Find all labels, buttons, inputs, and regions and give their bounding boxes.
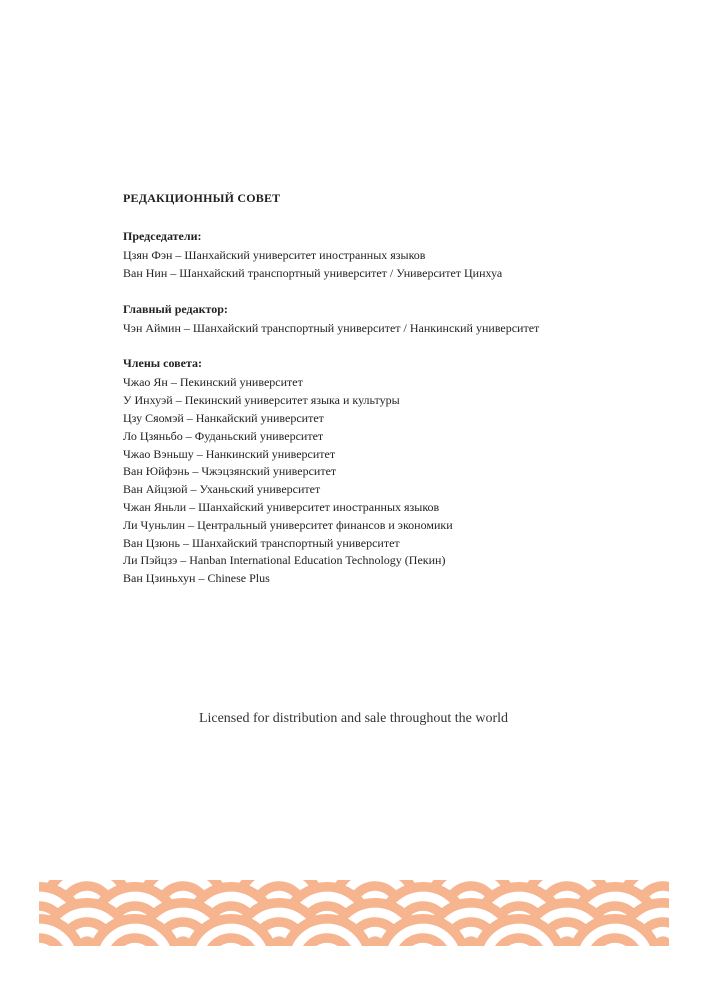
member-entry: Ван Цзюнь – Шанхайский транспортный университет (123, 535, 400, 550)
member-entry: Чжан Яньли – Шанхайский университет иностранных языков (123, 499, 440, 514)
editor-group (123, 301, 643, 338)
member-entry: У Инхуэй – Пекинский университет языка и культуры (123, 393, 400, 408)
editor-entry: Чэн Аймин – Шанхайский транспортный университет / Нанкинский университет (123, 320, 540, 335)
wave-pattern-decoration (39, 880, 669, 946)
editor-heading: Главный редактор: (123, 301, 228, 316)
member-entry: Чжао Ян – Пекинский университет (123, 375, 303, 390)
board-title: РЕДАКЦИОННЫЙ СОВЕТ (123, 191, 281, 205)
license-notice: Licensed for distribution and sale throughout the world (198, 711, 509, 726)
editorial-board (123, 190, 643, 606)
member-entry: Ван Юйфэнь – Чжэцзянский университет (123, 464, 337, 479)
member-entry: Чжао Вэньшу – Нанкинский университет (123, 446, 336, 461)
chair-entry: Ван Нин – Шанхайский транспортный университет / Университет Цинхуа (123, 265, 503, 280)
members-heading: Члены совета: (123, 356, 203, 371)
member-entry: Цзу Сяомэй – Нанкайский университет (123, 410, 324, 425)
member-entry: Ван Айцзюй – Уханьский университет (123, 482, 321, 497)
chair-entry: Цзян Фэн – Шанхайский университет иностранных языков (123, 248, 426, 262)
member-entry: Ло Цзяньбо – Фуданьский университет (123, 428, 324, 443)
chairs-heading: Председатели: (123, 229, 202, 243)
member-entry: Ли Чуньлин – Центральный университет финансов и экономики (123, 517, 453, 532)
members-group (123, 355, 643, 588)
member-entry: Ван Цзиньхун – Chinese Plus (123, 571, 270, 586)
chairs-group (123, 228, 643, 283)
member-entry: Ли Пэйцзэ – Hanban International Education Technology (Пекин) (123, 553, 446, 568)
